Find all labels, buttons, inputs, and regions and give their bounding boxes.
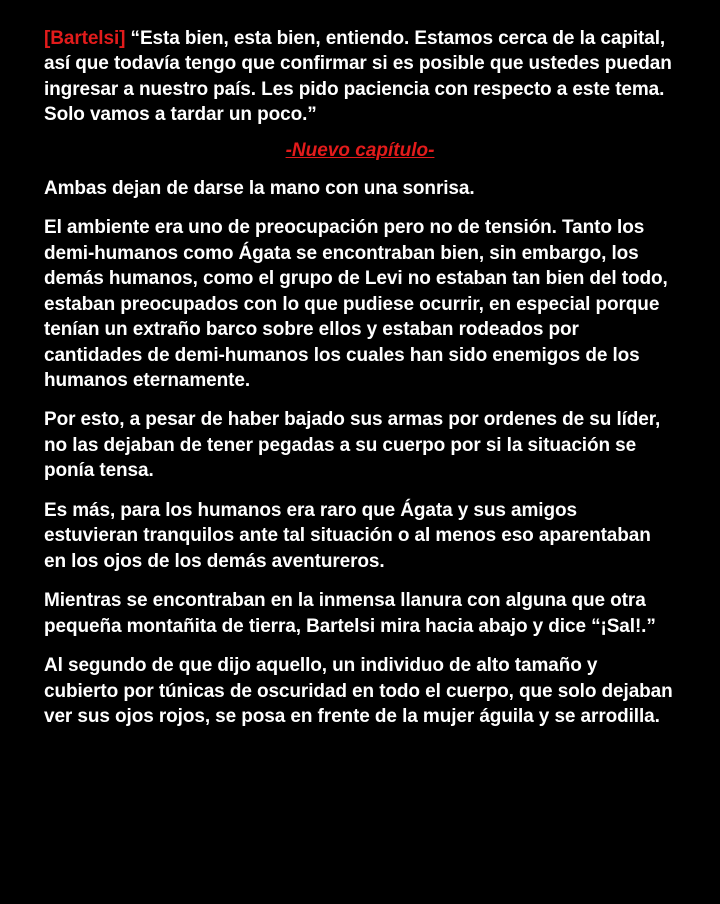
body-paragraph-5: Mientras se encontraban en la inmensa llanura con alguna que otra pequeña montañita de tierra, Bartelsi mira hacia abajo y dice “¡Sal!.” bbox=[44, 590, 656, 637]
body-paragraph-1: Ambas dejan de darse la mano con una sonrisa. bbox=[44, 177, 475, 199]
dialogue-text: “Esta bien, esta bien, entiendo. Estamos cerca de la capital, así que todavía tengo que confirmar si es posible que ustedes puedan ingresar a nuestro país. Les pido paciencia con respecto a este tema. Solo vamos a tardar un poco.” bbox=[44, 28, 672, 126]
body-paragraph-3: Por esto, a pesar de haber bajado sus armas por ordenes de su líder, no las dejaban de tener pegadas a su cuerpo por si la situación se ponía tensa. bbox=[44, 409, 661, 482]
speaker-label: [Bartelsi] bbox=[44, 28, 126, 49]
chapter-break-heading: -Nuevo capítulo- bbox=[285, 139, 435, 161]
body-paragraph-4: Es más, para los humanos era raro que Ágata y sus amigos estuvieran tranquilos ante tal situación o al menos eso aparentaban en los ojos de los demás aventureros. bbox=[44, 499, 651, 572]
body-paragraph-2: El ambiente era uno de preocupación pero no de tensión. Tanto los demi-humanos como Ágata se encontraban bien, sin embargo, los demás humanos, como el grupo de Levi no estaban tan bien del todo, estaban preocupados con lo que pudiese ocurrir, en especial porque tenían un extraño barco sobre ellos y estaban rodeados por cantidades de demi-humanos los cuales han sido enemigos de los humanos eternamente. bbox=[44, 217, 668, 391]
body-paragraph-6: Al segundo de que dijo aquello, un individuo de alto tamaño y cubierto por túnicas de oscuridad en todo el cuerpo, que solo dejaban ver sus ojos rojos, se posa en frente de la mujer águila y se arrodilla. bbox=[44, 655, 673, 727]
dialogue-paragraph bbox=[44, 26, 676, 128]
